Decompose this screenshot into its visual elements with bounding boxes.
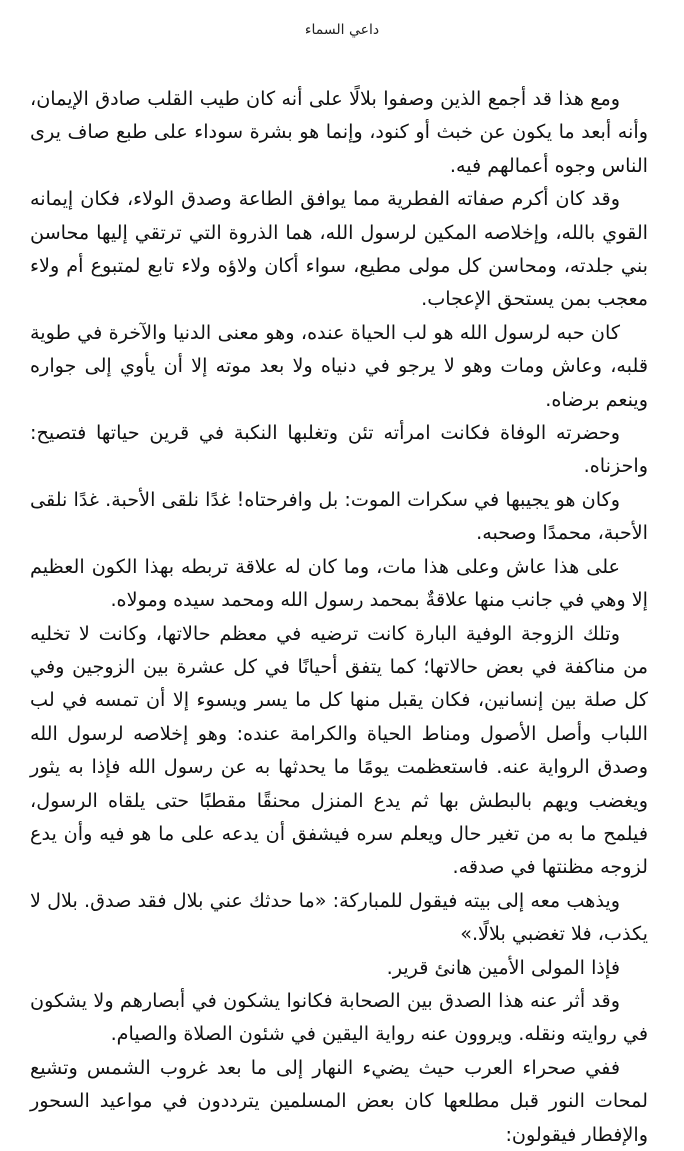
- paragraph: وقد كان أكرم صفاته الفطرية مما يوافق الطاعة وصدق الولاء، فكان إيمانه القوي بالله، وإخلاصه المكين لرسول الله، هما الذروة التي ترتقي إليها محاسن بني جلدته، ومحاسن كل مولى مطيع، سواء أكان ولاؤه ولاء تابع لمتبوع أم ولاء معجب بمن يستحق الإعجاب.: [30, 187, 648, 311]
- running-header-title: داعي السماء: [304, 22, 380, 38]
- paragraph: فإذا المولى الأمين هانئ قرير.: [386, 955, 620, 979]
- paragraph: كان حبه لرسول الله هو لب الحياة عنده، وهو معنى الدنيا والآخرة في طوية قلبه، وعاش ومات وهو لا يرجو في دنياه ولا بعد موته إلا أن يأوي إلى جواره وينعم برضاه.: [30, 320, 648, 411]
- paragraph: ففي صحراء العرب حيث يضيء النهار إلى ما بعد غروب الشمس وتشيع لمحات النور قبل مطلعها كان بعض المسلمين يترددون في مواعيد السحور والإفطار فيقولون:: [30, 1055, 648, 1146]
- paragraph: وحضرته الوفاة فكانت امرأته تئن وتغلبها النكبة في قرين حياتها فتصيح: واحزناه.: [30, 421, 648, 478]
- paragraph: على هذا عاش وعلى هذا مات، وما كان له علاقة تربطه بهذا الكون العظيم إلا وهي في جانب منها علاقةٌ بمحمد رسول الله ومحمد سيده ومولاه.: [30, 554, 648, 612]
- page-body: [30, 82, 648, 1151]
- paragraph: ويذهب معه إلى بيته فيقول للمباركة: «ما حدثك عني بلال فقد صدق. بلال لا يكذب، فلا تغضبي بلالًا.»: [30, 888, 648, 946]
- paragraph: وقد أثر عنه هذا الصدق بين الصحابة فكانوا يشكون في أبصارهم ولا يشكون في روايته ونقله. ويروون عنه رواية اليقين في شئون الصلاة والصيام.: [30, 988, 648, 1046]
- paragraph: ومع هذا قد أجمع الذين وصفوا بلالًا على أنه كان طيب القلب صادق الإيمان، وأنه أبعد ما يكون عن خبث أو كنود، وإنما هو بشرة سوداء على طبع صاف يرى الناس وجوه أعمالهم فيه.: [30, 87, 648, 177]
- paragraph: وكان هو يجيبها في سكرات الموت: بل وافرحتاه! غدًا نلقى الأحبة. غدًا نلقى الأحبة، محمدًا وصحبه.: [30, 487, 648, 545]
- paragraph: وتلك الزوجة الوفية البارة كانت ترضيه في معظم حالاتها، وكانت لا تخليه من مناكفة في بعض حالاتها؛ كما يتفق أحيانًا في كل عشرة بين الزوجين وفي كل صلة بين إنسانين، فكان يقبل منها كل ما يسر ويسوء إلا أن تمسه في لب اللباب وأصل الأصول ومناط الحياة والكرامة عنده: وهو إخلاصه لرسول الله وصدق الرواية عنه. فاستعظمت يومًا ما يحدثها به عن رسول الله فإذا به يثور ويغضب ويهم بالبطش بها ثم يدع المنزل محنقًا مقطبًا حتى يلقاه الرسول، فيلمح ما به من تغير حال ويعلم سره فيشفق أن يدعه على ما هو فيه وأن يدع لزوجه مظنتها في صدقه.: [30, 621, 648, 879]
